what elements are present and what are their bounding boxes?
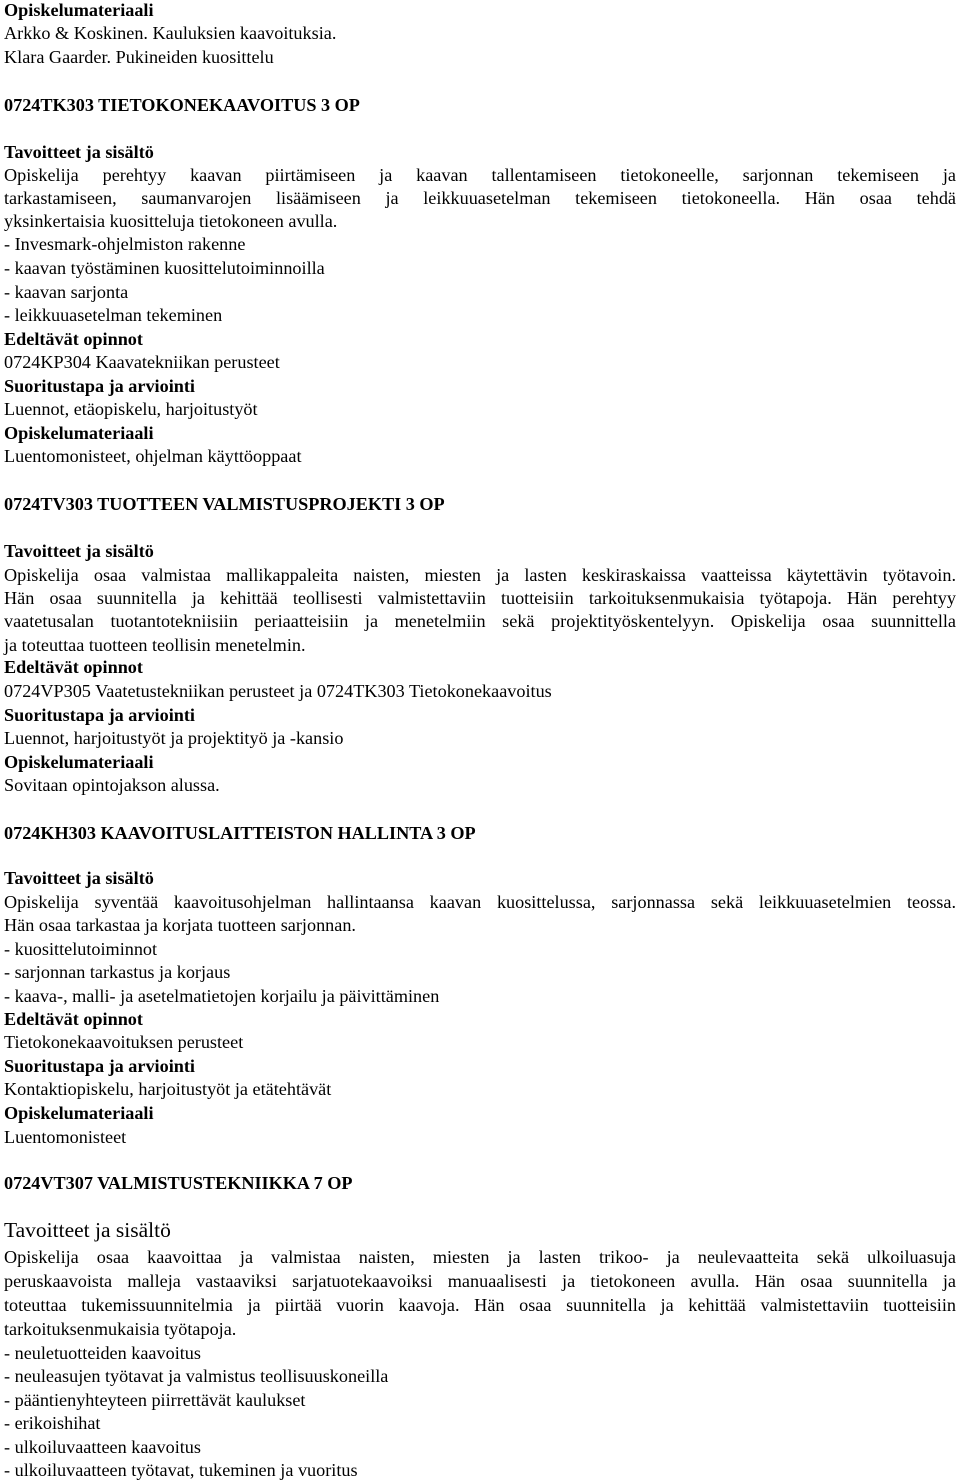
topic-item: - erikoishihat bbox=[4, 1413, 101, 1433]
prereq-text: 0724KP304 Kaavatekniikan perusteet bbox=[4, 352, 280, 372]
material-heading: Opiskelumateriaali bbox=[4, 423, 154, 443]
goals-line: vaatetusalan tuotantotekniisiin periaatteisiin ja menetelmiin sekä projektityöskentelyyn. Opiskelija osaa suunnittella bbox=[4, 611, 956, 631]
prereq-heading: Edeltävät opinnot bbox=[4, 1009, 143, 1029]
method-text: Luennot, harjoitustyöt ja projektityö ja -kansio bbox=[4, 728, 344, 748]
goals-line: tarkastamiseen, saumanvarojen lisäämiseen ja leikkuuasetelman tekemiseen tietokoneella. Hän osaa tehdä bbox=[4, 188, 956, 208]
goals-heading: Tavoitteet ja sisältö bbox=[4, 868, 154, 888]
text-line: Klara Gaarder. Pukineiden kuosittelu bbox=[4, 47, 274, 67]
text-line: Arkko & Koskinen. Kauluksien kaavoituksia. bbox=[4, 23, 337, 43]
topic-item: - kaavan sarjonta bbox=[4, 282, 129, 302]
method-text: Kontaktiopiskelu, harjoitustyöt ja etätehtävät bbox=[4, 1079, 332, 1099]
topic-item: - neuleasujen työtavat ja valmistus teollisuuskoneilla bbox=[4, 1366, 389, 1386]
goals-line: Opiskelija osaa valmistaa mallikappaleita naisten, miesten ja lasten keskiraskaissa vaatteissa käytettävin työtavoin. bbox=[4, 565, 956, 585]
goals-line: yksinkertaisia kuositteluja tietokoneen avulla. bbox=[4, 211, 338, 231]
goals-heading: Tavoitteet ja sisältö bbox=[4, 1218, 171, 1242]
goals-line: ja toteuttaa tuotteen teollisin menetelmin. bbox=[4, 635, 306, 655]
goals-line: tarkoituksenmukaisia työtapoja. bbox=[4, 1319, 237, 1339]
method-heading: Suoritustapa ja arviointi bbox=[4, 1056, 195, 1076]
topic-item: - ulkoiluvaatteen työtavat, tukeminen ja vuoritus bbox=[4, 1460, 358, 1480]
method-text: Luennot, etäopiskelu, harjoitustyöt bbox=[4, 399, 258, 419]
goals-line: Hän osaa suunnitella ja kehittää teollisesti valmistettaviin tuotteisiin tarkoituksenmukaisia työtapoja. Hän perehtyy bbox=[4, 588, 956, 608]
goals-line: toteuttaa tukemissuunnitelmia ja piirtää vuorin kaavoja. Hän osaa suunnitella ja kehittää valmistettaviin tuotteisiin bbox=[4, 1295, 956, 1315]
method-heading: Suoritustapa ja arviointi bbox=[4, 376, 195, 396]
course-title: 0724TV303 TUOTTEEN VALMISTUSPROJEKTI 3 OP bbox=[4, 494, 445, 514]
topic-item: - Invesmark-ohjelmiston rakenne bbox=[4, 234, 246, 254]
goals-line: Opiskelija osaa kaavoittaa ja valmistaa naisten, miesten ja lasten trikoo- ja neulevaatteita sekä ulkoiluasuja bbox=[4, 1247, 956, 1267]
course-title: 0724VT307 VALMISTUSTEKNIIKKA 7 OP bbox=[4, 1173, 353, 1193]
goals-heading: Tavoitteet ja sisältö bbox=[4, 142, 154, 162]
topic-item: - ulkoiluvaatteen kaavoitus bbox=[4, 1437, 201, 1457]
topic-item: - kaava-, malli- ja asetelmatietojen korjailu ja päivittäminen bbox=[4, 986, 440, 1006]
material-text: Luentomonisteet, ohjelman käyttöoppaat bbox=[4, 446, 302, 466]
topic-item: - leikkuuasetelman tekeminen bbox=[4, 305, 223, 325]
material-heading: Opiskelumateriaali bbox=[4, 0, 154, 20]
material-text: Sovitaan opintojakson alussa. bbox=[4, 775, 220, 795]
topic-item: - pääntienyhteyteen piirrettävät kaulukset bbox=[4, 1390, 306, 1410]
course-title: 0724KH303 KAAVOITUSLAITTEISTON HALLINTA 3 OP bbox=[4, 823, 476, 843]
prereq-heading: Edeltävät opinnot bbox=[4, 657, 143, 677]
prereq-text: Tietokonekaavoituksen perusteet bbox=[4, 1032, 244, 1052]
goals-line: Opiskelija syventää kaavoitusohjelman hallintaansa kaavan kuosittelussa, sarjonnassa sekä leikkuuasetelmien teossa. bbox=[4, 892, 956, 912]
topic-item: - kaavan työstäminen kuosittelutoiminnoilla bbox=[4, 258, 325, 278]
topic-item: - kuosittelutoiminnot bbox=[4, 939, 158, 959]
goals-line: peruskaavoista malleja vastaaviksi sarjatuotekaavoiksi manuaalisesti ja tietokoneen avulla. Hän osaa suunnitella ja bbox=[4, 1271, 956, 1291]
goals-line: Hän osaa tarkastaa ja korjata tuotteen sarjonnan. bbox=[4, 915, 356, 935]
method-heading: Suoritustapa ja arviointi bbox=[4, 705, 195, 725]
course-title: 0724TK303 TIETOKONEKAAVOITUS 3 OP bbox=[4, 95, 360, 115]
prereq-text: 0724VP305 Vaatetustekniikan perusteet ja 0724TK303 Tietokonekaavoitus bbox=[4, 681, 552, 701]
prereq-heading: Edeltävät opinnot bbox=[4, 329, 143, 349]
material-text: Luentomonisteet bbox=[4, 1127, 127, 1147]
material-heading: Opiskelumateriaali bbox=[4, 1103, 154, 1123]
material-heading: Opiskelumateriaali bbox=[4, 752, 154, 772]
goals-heading: Tavoitteet ja sisältö bbox=[4, 541, 154, 561]
topic-item: - neuletuotteiden kaavoitus bbox=[4, 1343, 201, 1363]
goals-line: Opiskelija perehtyy kaavan piirtämiseen ja kaavan tallentamiseen tietokoneelle, sarjonnan tekemiseen ja bbox=[4, 165, 956, 185]
topic-item: - sarjonnan tarkastus ja korjaus bbox=[4, 962, 231, 982]
